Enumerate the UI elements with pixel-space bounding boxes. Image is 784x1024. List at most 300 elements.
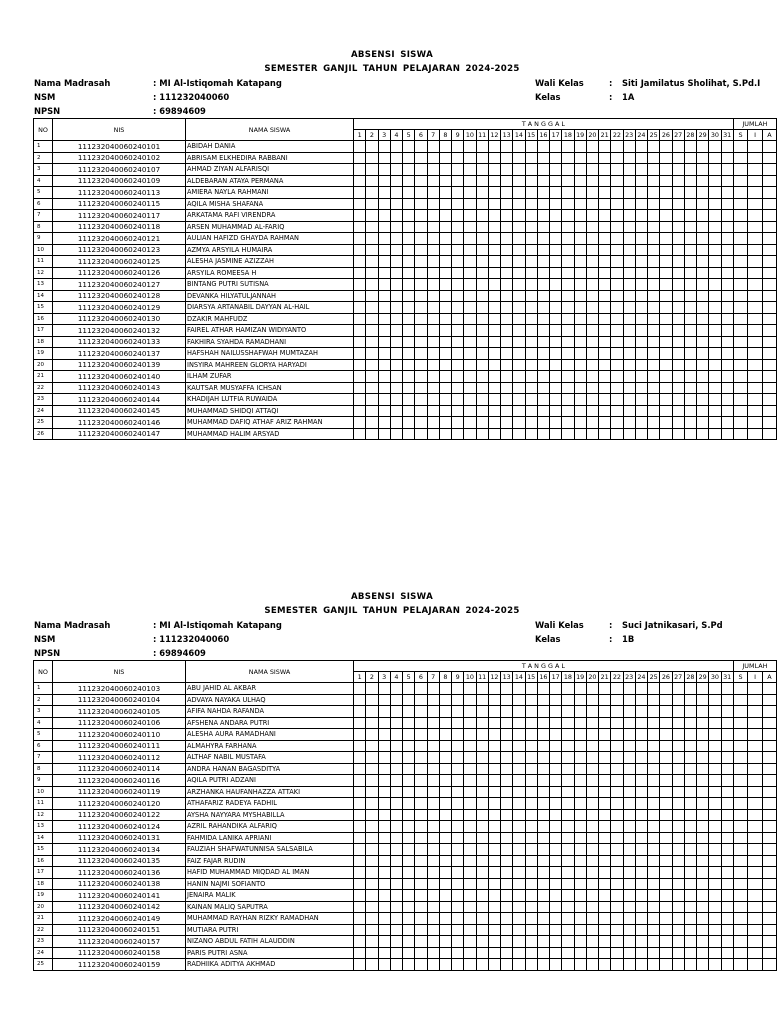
attendance-cell[interactable]: [709, 175, 721, 187]
attendance-cell[interactable]: [513, 371, 525, 383]
attendance-cell[interactable]: [574, 901, 586, 913]
attendance-cell[interactable]: [733, 325, 748, 337]
attendance-cell[interactable]: [525, 428, 537, 440]
attendance-cell[interactable]: [464, 844, 476, 856]
attendance-cell[interactable]: [488, 336, 500, 348]
attendance-cell[interactable]: [562, 244, 574, 256]
attendance-cell[interactable]: [427, 913, 439, 925]
attendance-cell[interactable]: [439, 417, 451, 429]
attendance-cell[interactable]: [635, 336, 647, 348]
attendance-cell[interactable]: [660, 878, 672, 890]
attendance-cell[interactable]: [574, 936, 586, 948]
attendance-cell[interactable]: [501, 798, 513, 810]
attendance-cell[interactable]: [550, 233, 562, 245]
attendance-cell[interactable]: [488, 798, 500, 810]
attendance-cell[interactable]: [709, 279, 721, 291]
attendance-cell[interactable]: [733, 798, 748, 810]
attendance-cell[interactable]: [513, 359, 525, 371]
attendance-cell[interactable]: [452, 267, 464, 279]
attendance-cell[interactable]: [672, 717, 684, 729]
attendance-cell[interactable]: [378, 210, 390, 222]
attendance-cell[interactable]: [748, 417, 763, 429]
attendance-cell[interactable]: [427, 775, 439, 787]
attendance-cell[interactable]: [709, 832, 721, 844]
attendance-cell[interactable]: [366, 786, 378, 798]
attendance-cell[interactable]: [452, 901, 464, 913]
attendance-cell[interactable]: [415, 798, 427, 810]
attendance-cell[interactable]: [452, 844, 464, 856]
attendance-cell[interactable]: [366, 175, 378, 187]
attendance-cell[interactable]: [403, 706, 415, 718]
attendance-cell[interactable]: [378, 152, 390, 164]
attendance-cell[interactable]: [378, 890, 390, 902]
attendance-cell[interactable]: [721, 798, 733, 810]
attendance-cell[interactable]: [488, 175, 500, 187]
attendance-cell[interactable]: [513, 394, 525, 406]
attendance-cell[interactable]: [721, 786, 733, 798]
attendance-cell[interactable]: [762, 394, 776, 406]
attendance-cell[interactable]: [537, 244, 549, 256]
attendance-cell[interactable]: [721, 244, 733, 256]
attendance-cell[interactable]: [354, 198, 366, 210]
attendance-cell[interactable]: [537, 382, 549, 394]
attendance-cell[interactable]: [354, 821, 366, 833]
attendance-cell[interactable]: [762, 775, 776, 787]
attendance-cell[interactable]: [403, 740, 415, 752]
attendance-cell[interactable]: [378, 683, 390, 695]
attendance-cell[interactable]: [452, 302, 464, 314]
attendance-cell[interactable]: [562, 763, 574, 775]
attendance-cell[interactable]: [354, 832, 366, 844]
attendance-cell[interactable]: [611, 740, 623, 752]
attendance-cell[interactable]: [501, 141, 513, 153]
attendance-cell[interactable]: [586, 394, 598, 406]
attendance-cell[interactable]: [439, 210, 451, 222]
attendance-cell[interactable]: [476, 821, 488, 833]
attendance-cell[interactable]: [599, 959, 611, 971]
attendance-cell[interactable]: [390, 694, 402, 706]
attendance-cell[interactable]: [415, 187, 427, 199]
attendance-cell[interactable]: [513, 798, 525, 810]
attendance-cell[interactable]: [378, 694, 390, 706]
attendance-cell[interactable]: [427, 855, 439, 867]
attendance-cell[interactable]: [378, 417, 390, 429]
attendance-cell[interactable]: [476, 359, 488, 371]
attendance-cell[interactable]: [427, 198, 439, 210]
attendance-cell[interactable]: [611, 394, 623, 406]
attendance-cell[interactable]: [748, 198, 763, 210]
attendance-cell[interactable]: [427, 141, 439, 153]
attendance-cell[interactable]: [623, 706, 635, 718]
attendance-cell[interactable]: [452, 924, 464, 936]
attendance-cell[interactable]: [550, 729, 562, 741]
attendance-cell[interactable]: [550, 832, 562, 844]
attendance-cell[interactable]: [660, 924, 672, 936]
attendance-cell[interactable]: [748, 832, 763, 844]
attendance-cell[interactable]: [354, 313, 366, 325]
attendance-cell[interactable]: [660, 325, 672, 337]
attendance-cell[interactable]: [697, 244, 709, 256]
attendance-cell[interactable]: [390, 313, 402, 325]
attendance-cell[interactable]: [537, 706, 549, 718]
attendance-cell[interactable]: [762, 175, 776, 187]
attendance-cell[interactable]: [562, 164, 574, 176]
attendance-cell[interactable]: [733, 786, 748, 798]
attendance-cell[interactable]: [748, 221, 763, 233]
attendance-cell[interactable]: [648, 371, 660, 383]
attendance-cell[interactable]: [366, 428, 378, 440]
attendance-cell[interactable]: [525, 394, 537, 406]
attendance-cell[interactable]: [390, 336, 402, 348]
attendance-cell[interactable]: [684, 763, 696, 775]
attendance-cell[interactable]: [697, 428, 709, 440]
attendance-cell[interactable]: [748, 809, 763, 821]
attendance-cell[interactable]: [378, 936, 390, 948]
attendance-cell[interactable]: [635, 394, 647, 406]
attendance-cell[interactable]: [525, 786, 537, 798]
attendance-cell[interactable]: [390, 706, 402, 718]
attendance-cell[interactable]: [476, 382, 488, 394]
attendance-cell[interactable]: [733, 348, 748, 360]
attendance-cell[interactable]: [721, 752, 733, 764]
attendance-cell[interactable]: [562, 855, 574, 867]
attendance-cell[interactable]: [525, 152, 537, 164]
attendance-cell[interactable]: [488, 394, 500, 406]
attendance-cell[interactable]: [721, 256, 733, 268]
attendance-cell[interactable]: [427, 683, 439, 695]
attendance-cell[interactable]: [684, 325, 696, 337]
attendance-cell[interactable]: [366, 694, 378, 706]
attendance-cell[interactable]: [513, 775, 525, 787]
attendance-cell[interactable]: [672, 187, 684, 199]
attendance-cell[interactable]: [562, 198, 574, 210]
attendance-cell[interactable]: [562, 821, 574, 833]
attendance-cell[interactable]: [697, 717, 709, 729]
attendance-cell[interactable]: [574, 348, 586, 360]
attendance-cell[interactable]: [427, 798, 439, 810]
attendance-cell[interactable]: [537, 325, 549, 337]
attendance-cell[interactable]: [403, 382, 415, 394]
attendance-cell[interactable]: [354, 901, 366, 913]
attendance-cell[interactable]: [733, 244, 748, 256]
attendance-cell[interactable]: [427, 348, 439, 360]
attendance-cell[interactable]: [354, 348, 366, 360]
attendance-cell[interactable]: [660, 936, 672, 948]
attendance-cell[interactable]: [574, 359, 586, 371]
attendance-cell[interactable]: [501, 187, 513, 199]
attendance-cell[interactable]: [366, 867, 378, 879]
attendance-cell[interactable]: [721, 302, 733, 314]
attendance-cell[interactable]: [513, 175, 525, 187]
attendance-cell[interactable]: [525, 256, 537, 268]
attendance-cell[interactable]: [660, 832, 672, 844]
attendance-cell[interactable]: [586, 867, 598, 879]
attendance-cell[interactable]: [452, 832, 464, 844]
attendance-cell[interactable]: [537, 336, 549, 348]
attendance-cell[interactable]: [684, 348, 696, 360]
attendance-cell[interactable]: [721, 913, 733, 925]
attendance-cell[interactable]: [709, 901, 721, 913]
attendance-cell[interactable]: [366, 210, 378, 222]
attendance-cell[interactable]: [537, 394, 549, 406]
attendance-cell[interactable]: [611, 901, 623, 913]
attendance-cell[interactable]: [748, 313, 763, 325]
attendance-cell[interactable]: [476, 878, 488, 890]
attendance-cell[interactable]: [574, 821, 586, 833]
attendance-cell[interactable]: [762, 152, 776, 164]
attendance-cell[interactable]: [611, 752, 623, 764]
attendance-cell[interactable]: [550, 302, 562, 314]
attendance-cell[interactable]: [525, 924, 537, 936]
attendance-cell[interactable]: [748, 717, 763, 729]
attendance-cell[interactable]: [599, 336, 611, 348]
attendance-cell[interactable]: [586, 290, 598, 302]
attendance-cell[interactable]: [709, 947, 721, 959]
attendance-cell[interactable]: [697, 752, 709, 764]
attendance-cell[interactable]: [574, 890, 586, 902]
attendance-cell[interactable]: [488, 924, 500, 936]
attendance-cell[interactable]: [709, 809, 721, 821]
attendance-cell[interactable]: [488, 417, 500, 429]
attendance-cell[interactable]: [660, 821, 672, 833]
attendance-cell[interactable]: [366, 798, 378, 810]
attendance-cell[interactable]: [721, 198, 733, 210]
attendance-cell[interactable]: [464, 924, 476, 936]
attendance-cell[interactable]: [733, 175, 748, 187]
attendance-cell[interactable]: [733, 924, 748, 936]
attendance-cell[interactable]: [488, 959, 500, 971]
attendance-cell[interactable]: [697, 901, 709, 913]
attendance-cell[interactable]: [762, 752, 776, 764]
attendance-cell[interactable]: [537, 775, 549, 787]
attendance-cell[interactable]: [427, 152, 439, 164]
attendance-cell[interactable]: [599, 313, 611, 325]
attendance-cell[interactable]: [378, 198, 390, 210]
attendance-cell[interactable]: [648, 821, 660, 833]
attendance-cell[interactable]: [378, 752, 390, 764]
attendance-cell[interactable]: [660, 729, 672, 741]
attendance-cell[interactable]: [623, 405, 635, 417]
attendance-cell[interactable]: [648, 394, 660, 406]
attendance-cell[interactable]: [525, 832, 537, 844]
attendance-cell[interactable]: [464, 775, 476, 787]
attendance-cell[interactable]: [562, 683, 574, 695]
attendance-cell[interactable]: [427, 187, 439, 199]
attendance-cell[interactable]: [439, 141, 451, 153]
attendance-cell[interactable]: [611, 417, 623, 429]
attendance-cell[interactable]: [488, 187, 500, 199]
attendance-cell[interactable]: [501, 325, 513, 337]
attendance-cell[interactable]: [427, 359, 439, 371]
attendance-cell[interactable]: [748, 855, 763, 867]
attendance-cell[interactable]: [648, 855, 660, 867]
attendance-cell[interactable]: [672, 394, 684, 406]
attendance-cell[interactable]: [660, 947, 672, 959]
attendance-cell[interactable]: [709, 336, 721, 348]
attendance-cell[interactable]: [697, 913, 709, 925]
attendance-cell[interactable]: [721, 313, 733, 325]
attendance-cell[interactable]: [562, 290, 574, 302]
attendance-cell[interactable]: [748, 233, 763, 245]
attendance-cell[interactable]: [378, 763, 390, 775]
attendance-cell[interactable]: [452, 878, 464, 890]
attendance-cell[interactable]: [476, 325, 488, 337]
attendance-cell[interactable]: [599, 141, 611, 153]
attendance-cell[interactable]: [427, 717, 439, 729]
attendance-cell[interactable]: [403, 936, 415, 948]
attendance-cell[interactable]: [660, 256, 672, 268]
attendance-cell[interactable]: [390, 244, 402, 256]
attendance-cell[interactable]: [415, 302, 427, 314]
attendance-cell[interactable]: [513, 233, 525, 245]
attendance-cell[interactable]: [537, 878, 549, 890]
attendance-cell[interactable]: [660, 382, 672, 394]
attendance-cell[interactable]: [439, 394, 451, 406]
attendance-cell[interactable]: [525, 729, 537, 741]
attendance-cell[interactable]: [748, 336, 763, 348]
attendance-cell[interactable]: [378, 821, 390, 833]
attendance-cell[interactable]: [501, 198, 513, 210]
attendance-cell[interactable]: [525, 959, 537, 971]
attendance-cell[interactable]: [574, 417, 586, 429]
attendance-cell[interactable]: [403, 359, 415, 371]
attendance-cell[interactable]: [513, 417, 525, 429]
attendance-cell[interactable]: [427, 336, 439, 348]
attendance-cell[interactable]: [648, 382, 660, 394]
attendance-cell[interactable]: [525, 405, 537, 417]
attendance-cell[interactable]: [762, 210, 776, 222]
attendance-cell[interactable]: [427, 752, 439, 764]
attendance-cell[interactable]: [464, 221, 476, 233]
attendance-cell[interactable]: [660, 187, 672, 199]
attendance-cell[interactable]: [733, 844, 748, 856]
attendance-cell[interactable]: [672, 752, 684, 764]
attendance-cell[interactable]: [403, 959, 415, 971]
attendance-cell[interactable]: [476, 175, 488, 187]
attendance-cell[interactable]: [562, 325, 574, 337]
attendance-cell[interactable]: [513, 152, 525, 164]
attendance-cell[interactable]: [733, 256, 748, 268]
attendance-cell[interactable]: [623, 164, 635, 176]
attendance-cell[interactable]: [415, 878, 427, 890]
attendance-cell[interactable]: [415, 959, 427, 971]
attendance-cell[interactable]: [762, 290, 776, 302]
attendance-cell[interactable]: [513, 267, 525, 279]
attendance-cell[interactable]: [697, 855, 709, 867]
attendance-cell[interactable]: [660, 210, 672, 222]
attendance-cell[interactable]: [452, 256, 464, 268]
attendance-cell[interactable]: [378, 267, 390, 279]
attendance-cell[interactable]: [501, 855, 513, 867]
attendance-cell[interactable]: [439, 164, 451, 176]
attendance-cell[interactable]: [488, 279, 500, 291]
attendance-cell[interactable]: [415, 198, 427, 210]
attendance-cell[interactable]: [378, 428, 390, 440]
attendance-cell[interactable]: [513, 187, 525, 199]
attendance-cell[interactable]: [648, 867, 660, 879]
attendance-cell[interactable]: [635, 809, 647, 821]
attendance-cell[interactable]: [684, 175, 696, 187]
attendance-cell[interactable]: [464, 890, 476, 902]
attendance-cell[interactable]: [354, 867, 366, 879]
attendance-cell[interactable]: [635, 382, 647, 394]
attendance-cell[interactable]: [574, 844, 586, 856]
attendance-cell[interactable]: [733, 141, 748, 153]
attendance-cell[interactable]: [427, 844, 439, 856]
attendance-cell[interactable]: [672, 405, 684, 417]
attendance-cell[interactable]: [501, 729, 513, 741]
attendance-cell[interactable]: [762, 267, 776, 279]
attendance-cell[interactable]: [354, 267, 366, 279]
attendance-cell[interactable]: [390, 152, 402, 164]
attendance-cell[interactable]: [378, 141, 390, 153]
attendance-cell[interactable]: [684, 141, 696, 153]
attendance-cell[interactable]: [599, 198, 611, 210]
attendance-cell[interactable]: [762, 233, 776, 245]
attendance-cell[interactable]: [415, 336, 427, 348]
attendance-cell[interactable]: [366, 152, 378, 164]
attendance-cell[interactable]: [488, 775, 500, 787]
attendance-cell[interactable]: [709, 325, 721, 337]
attendance-cell[interactable]: [672, 936, 684, 948]
attendance-cell[interactable]: [390, 878, 402, 890]
attendance-cell[interactable]: [537, 890, 549, 902]
attendance-cell[interactable]: [488, 855, 500, 867]
attendance-cell[interactable]: [660, 809, 672, 821]
attendance-cell[interactable]: [537, 867, 549, 879]
attendance-cell[interactable]: [635, 729, 647, 741]
attendance-cell[interactable]: [635, 832, 647, 844]
attendance-cell[interactable]: [513, 729, 525, 741]
attendance-cell[interactable]: [525, 890, 537, 902]
attendance-cell[interactable]: [452, 428, 464, 440]
attendance-cell[interactable]: [721, 855, 733, 867]
attendance-cell[interactable]: [623, 844, 635, 856]
attendance-cell[interactable]: [599, 256, 611, 268]
attendance-cell[interactable]: [452, 371, 464, 383]
attendance-cell[interactable]: [684, 844, 696, 856]
attendance-cell[interactable]: [562, 313, 574, 325]
attendance-cell[interactable]: [452, 890, 464, 902]
attendance-cell[interactable]: [684, 405, 696, 417]
attendance-cell[interactable]: [476, 775, 488, 787]
attendance-cell[interactable]: [501, 336, 513, 348]
attendance-cell[interactable]: [672, 890, 684, 902]
attendance-cell[interactable]: [709, 775, 721, 787]
attendance-cell[interactable]: [403, 417, 415, 429]
attendance-cell[interactable]: [501, 821, 513, 833]
attendance-cell[interactable]: [488, 152, 500, 164]
attendance-cell[interactable]: [648, 221, 660, 233]
attendance-cell[interactable]: [366, 844, 378, 856]
attendance-cell[interactable]: [378, 706, 390, 718]
attendance-cell[interactable]: [574, 959, 586, 971]
attendance-cell[interactable]: [415, 359, 427, 371]
attendance-cell[interactable]: [672, 428, 684, 440]
attendance-cell[interactable]: [672, 279, 684, 291]
attendance-cell[interactable]: [599, 844, 611, 856]
attendance-cell[interactable]: [501, 428, 513, 440]
attendance-cell[interactable]: [476, 302, 488, 314]
attendance-cell[interactable]: [611, 336, 623, 348]
attendance-cell[interactable]: [464, 832, 476, 844]
attendance-cell[interactable]: [684, 786, 696, 798]
attendance-cell[interactable]: [366, 947, 378, 959]
attendance-cell[interactable]: [378, 775, 390, 787]
attendance-cell[interactable]: [611, 371, 623, 383]
attendance-cell[interactable]: [403, 141, 415, 153]
attendance-cell[interactable]: [476, 187, 488, 199]
